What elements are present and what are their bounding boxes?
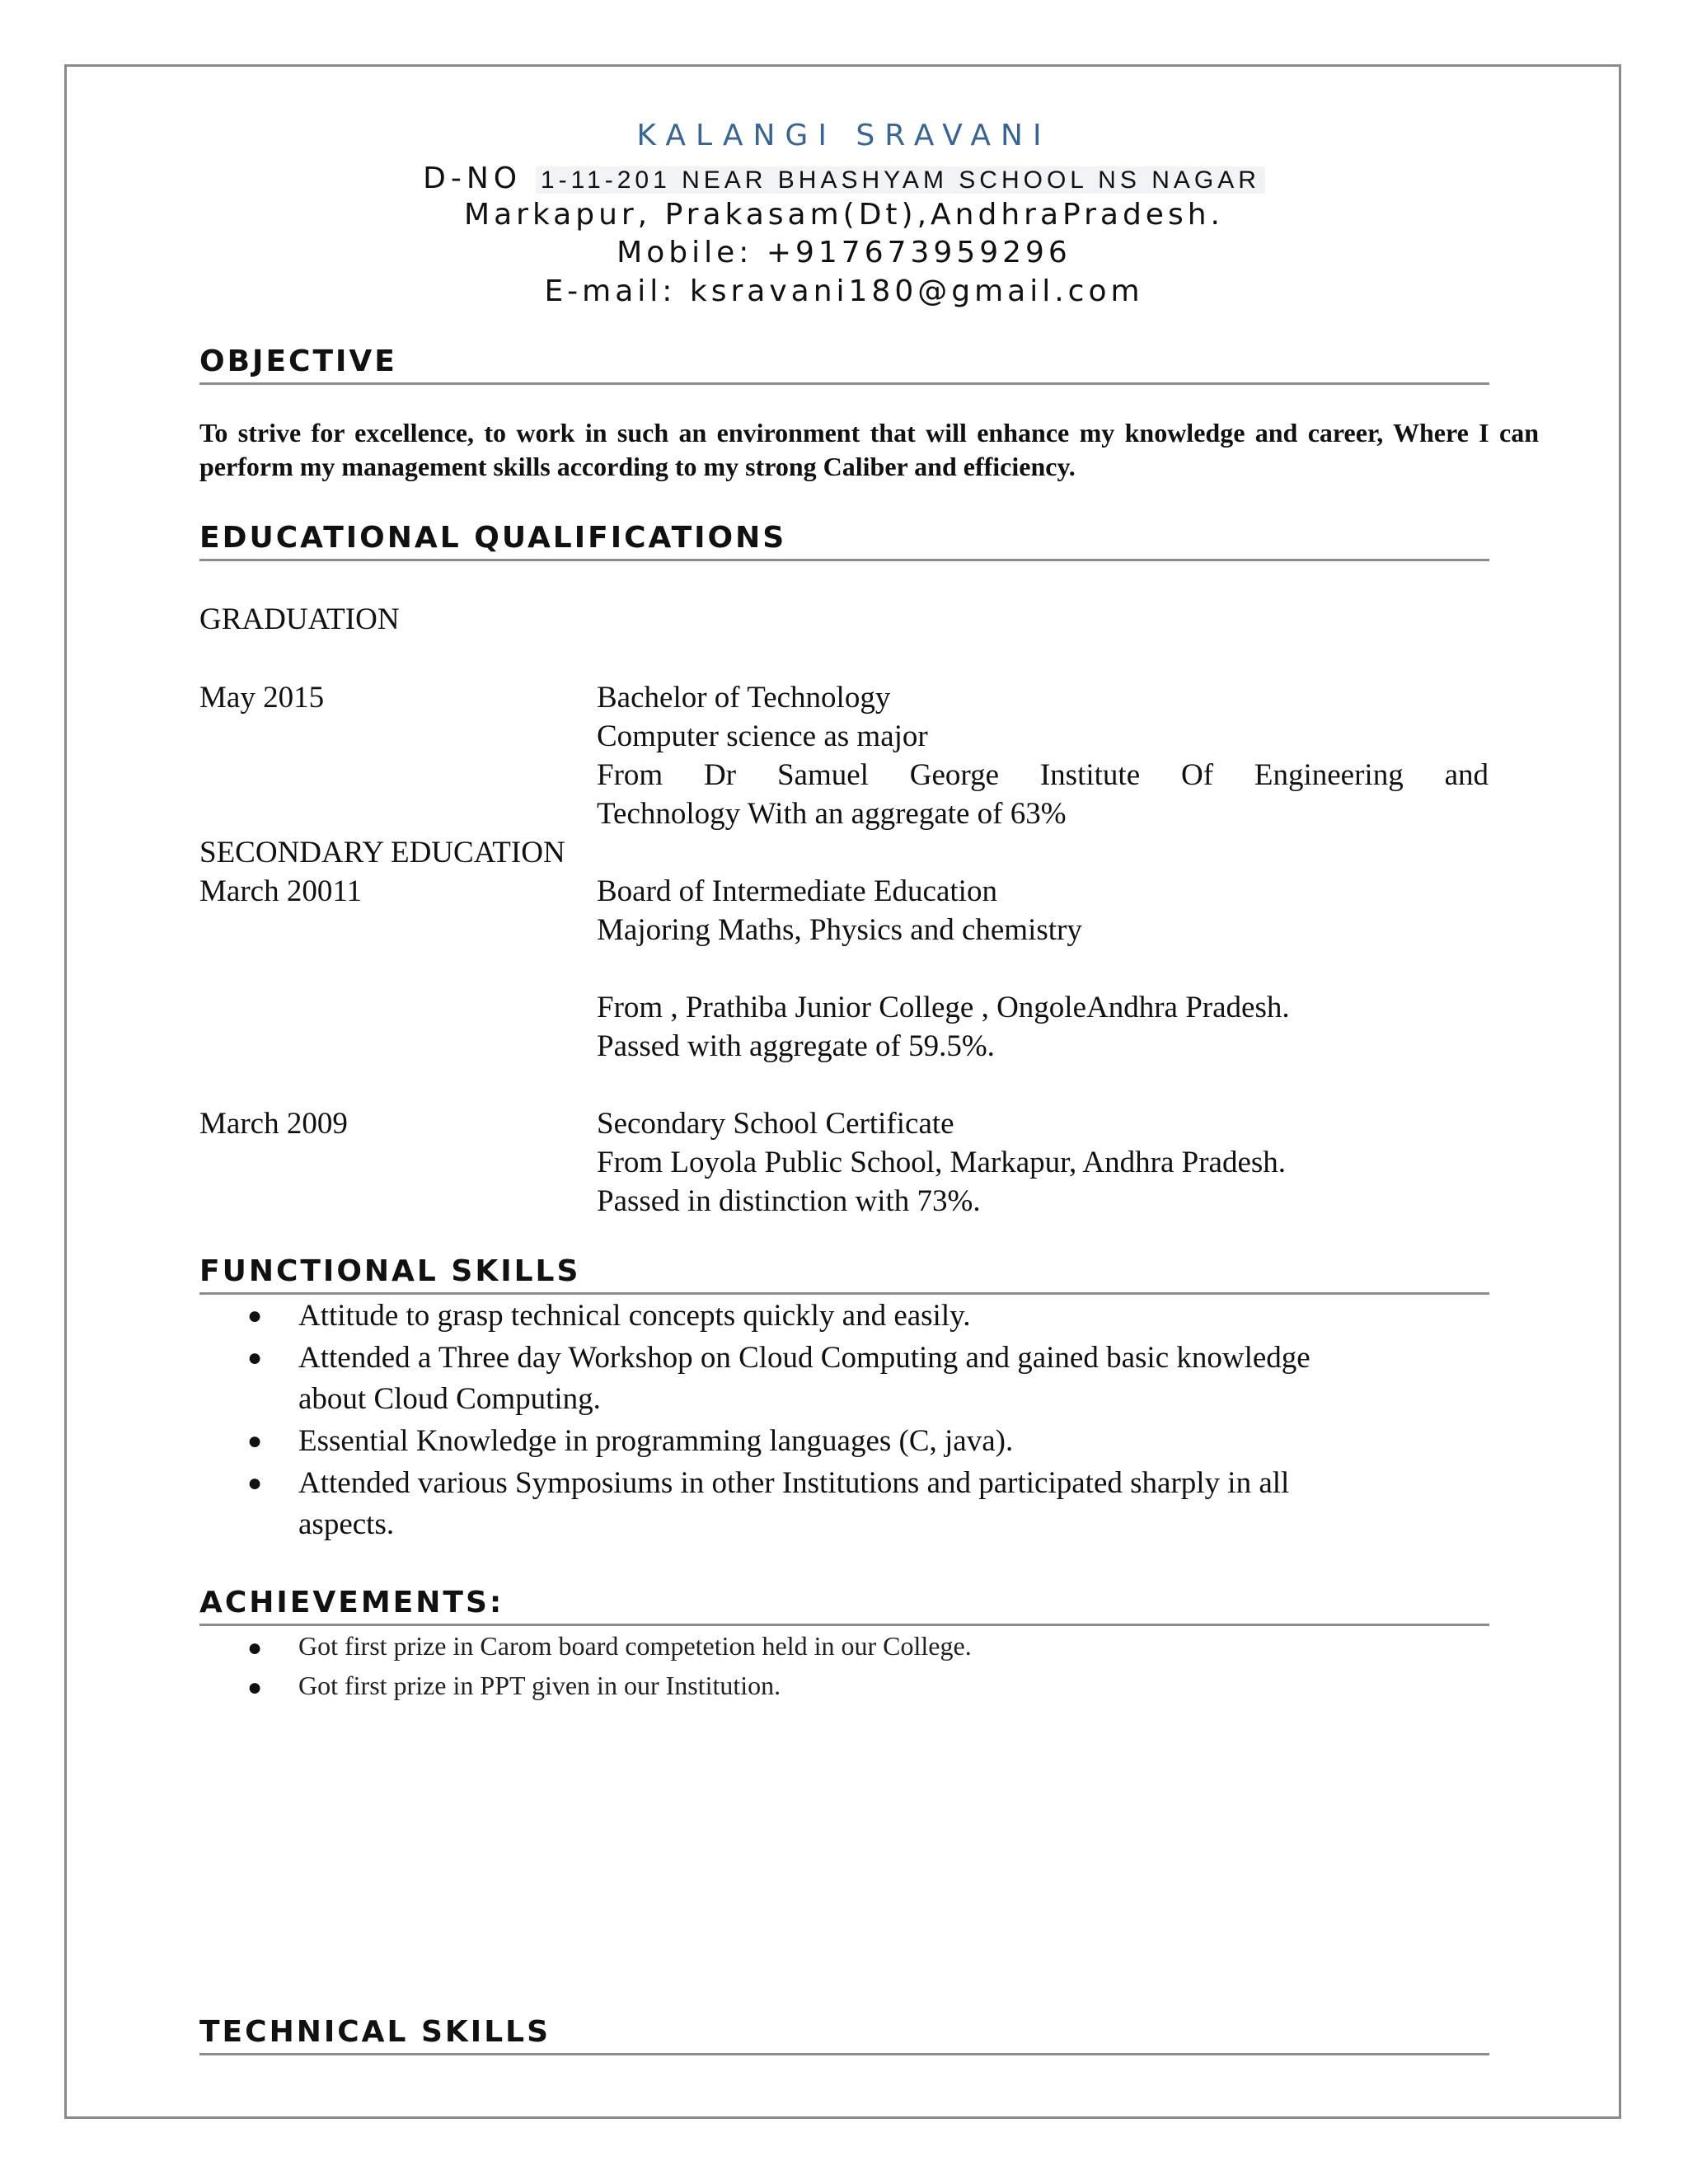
bullet-icon: ● [247,1427,263,1455]
mobile-number: Mobile: +917673959296 [617,236,1071,269]
address-label: D-NO [423,162,523,195]
bullet-icon: ● [247,1634,263,1661]
achievement-item: Got first prize in PPT given in our Institution. [298,1671,781,1700]
ssc-result: Passed in distinction with 73%. [597,1184,981,1218]
bullet-icon: ● [247,1674,263,1701]
objective-heading: OBJECTIVE [199,344,397,378]
functional-skill-item: Attitude to grasp technical concepts quickly and easily. [298,1299,971,1333]
ssc-school: From Loyola Public School, Markapur, Andhra Pradesh. [597,1146,1287,1179]
education-heading: EDUCATIONAL QUALIFICATIONS [199,521,787,555]
bullet-icon: ● [247,1469,263,1497]
graduation-label: GRADUATION [199,602,400,636]
functional-skill-item: Essential Knowledge in programming languages (C, java). [298,1424,1014,1458]
address-line-2: Markapur, Prakasam(Dt),AndhraPradesh. [464,198,1224,232]
technical-skills-rule [199,2053,1489,2055]
address-line-1 [0,162,1688,195]
ssc-date: March 2009 [199,1107,348,1141]
graduation-aggregate: Technology With an aggregate of 63% [597,797,1067,831]
graduation-date: May 2015 [199,681,325,715]
email-address: E-mail: ksravani180@gmail.com [544,274,1144,308]
bullet-icon: ● [247,1302,263,1329]
education-rule [199,559,1489,561]
intermediate-college: From , Prathiba Junior College , OngoleAndhra Pradesh. [597,991,1290,1024]
achievements-heading: ACHIEVEMENTS: [199,1586,504,1619]
functional-skills-heading: FUNCTIONAL SKILLS [199,1254,581,1288]
functional-skill-item: Attended a Three day Workshop on Cloud Computing and gained basic knowledge [298,1341,1311,1375]
functional-skill-item-cont: about Cloud Computing. [298,1382,601,1416]
intermediate-board: Board of Intermediate Education [597,874,997,908]
intermediate-date: March 20011 [199,874,362,908]
candidate-name: KALANGI SRAVANI [636,119,1052,152]
address-text: 1-11-201 NEAR BHASHYAM SCHOOL NS NAGAR [536,166,1265,194]
objective-rule [199,382,1489,385]
secondary-label: SECONDARY EDUCATION [199,836,565,869]
objective-text: To strive for excellence, to work in such an environment that will enhance my knowledge and career, Where I can perform my management skills according to my strong Caliber and efficiency. [199,418,1539,481]
graduation-major: Computer science as major [597,719,928,753]
technical-skills-heading: TECHNICAL SKILLS [199,2015,551,2049]
functional-skill-item-cont: aspects. [298,1507,395,1541]
graduation-degree: Bachelor of Technology [597,681,891,715]
intermediate-subjects: Majoring Maths, Physics and chemistry [597,913,1082,947]
bullet-icon: ● [247,1344,263,1371]
intermediate-aggregate: Passed with aggregate of 59.5%. [597,1029,995,1063]
graduation-institute: From Dr Samuel George Institute Of Engineering and [597,758,1489,792]
functional-skill-item: Attended various Symposiums in other Institutions and participated sharply in all [298,1466,1290,1500]
achievements-rule [199,1624,1489,1626]
ssc-certificate: Secondary School Certificate [597,1107,954,1141]
achievement-item: Got first prize in Carom board competetion held in our College. [298,1631,972,1661]
functional-skills-rule [199,1292,1489,1295]
